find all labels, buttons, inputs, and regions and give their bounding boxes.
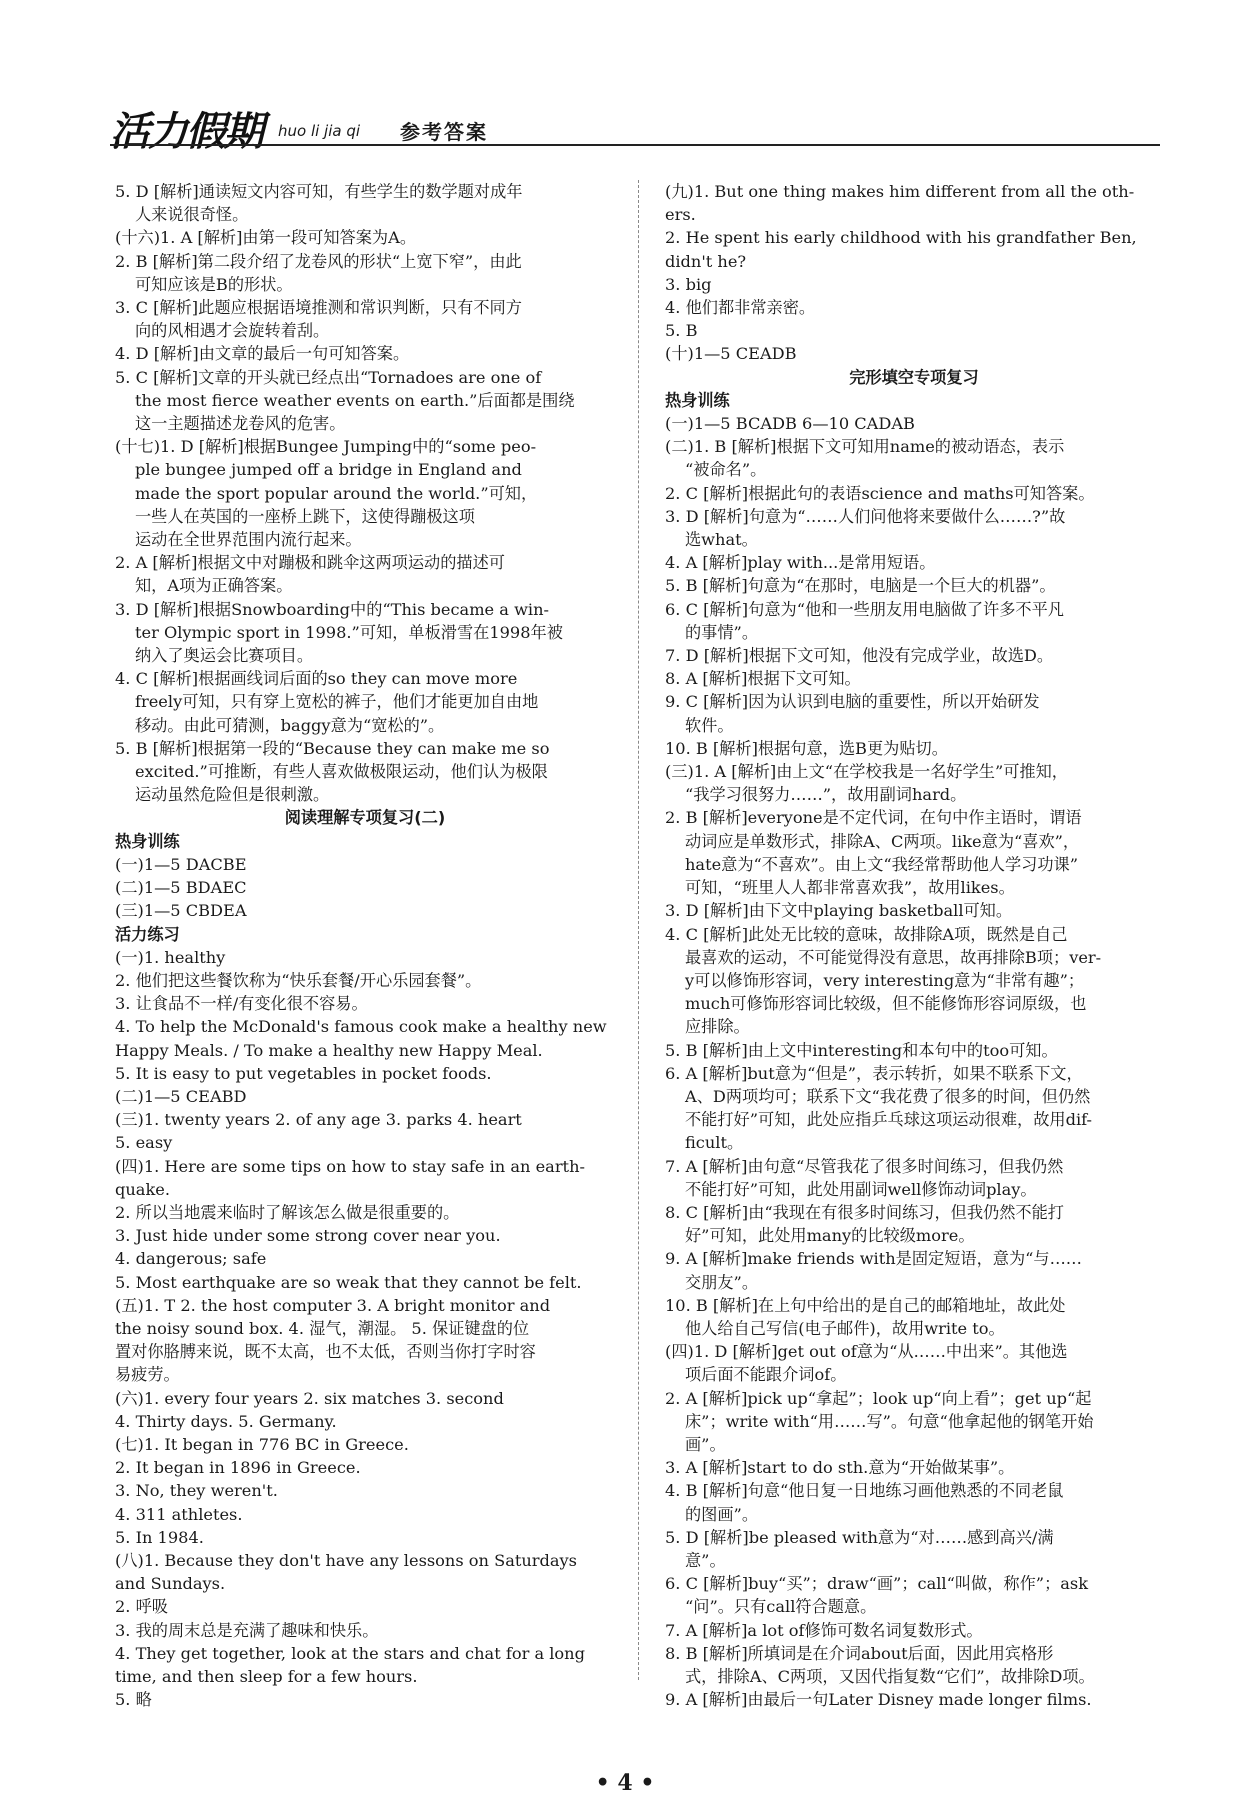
answer-line: 5. D [解析]通读短文内容可知，有些学生的数学题对成年 <box>115 182 523 201</box>
answer-line: hate意为“不喜欢”。由上文“我经常帮助他人学习功课” <box>685 854 1079 874</box>
answer-line: 不能打好”可知，此处用副词well修饰动词play。 <box>685 1179 1037 1199</box>
answer-line: 4. 311 athletes. <box>115 1504 243 1524</box>
answer-line: 6. C [解析]句意为“他和一些朋友用电脑做了许多不平凡 <box>665 599 1064 619</box>
answer-line: the noisy sound box. 4. 湿气，潮湿。 5. 保证键盘的位 <box>115 1318 530 1338</box>
answer-line: ers. <box>665 205 696 225</box>
answer-line: “我学习很努力……”，故用副词hard。 <box>685 785 967 805</box>
answer-line: 知，A项为正确答案。 <box>135 576 293 596</box>
answer-line: Happy Meals. / To make a healthy new Happy Meal. <box>115 1040 543 1060</box>
answer-line: 式，排除A、C两项，又因代指复数“它们”，故排除D项。 <box>685 1667 1095 1686</box>
answer-line: 6. C [解析]buy“买”；draw“画”；call“叫做，称作”；ask <box>665 1574 1089 1594</box>
answer-line: (八)1. Because they don't have any lessons on Saturdays <box>115 1550 577 1570</box>
answer-line: 2. It began in 1896 in Greece. <box>115 1458 361 1478</box>
answer-line: freely可知，只有穿上宽松的裤子，他们才能更加自由地 <box>135 692 539 712</box>
answer-line: 4. They get together, look at the stars and chat for a long <box>115 1643 585 1663</box>
answer-line: 3. Just hide under some strong cover near you. <box>115 1226 501 1246</box>
answer-line: (四)1. D [解析]get out of意为“从……中出来”。其他选 <box>665 1342 1068 1362</box>
right-column <box>665 180 1163 1711</box>
answer-line: “被命名”。 <box>685 460 767 480</box>
section-heading: 完形填空专项复习 <box>849 367 979 387</box>
answer-line: 4. 他们都非常亲密。 <box>665 298 816 318</box>
answer-line: 运动虽然危险但是很刺激。 <box>135 785 330 805</box>
answer-line: (三)1—5 CBDEA <box>115 901 247 921</box>
answer-line: the most fierce weather events on earth.”后面都是围绕 <box>135 390 575 410</box>
answer-line: 画”。 <box>685 1434 726 1454</box>
answer-line: y可以修饰形容词，very interesting意为“非常有趣”； <box>685 970 1085 990</box>
answer-line: 3. 我的周末总是充满了趣味和快乐。 <box>115 1620 379 1640</box>
answer-line: 2. A [解析]pick up“拿起”；look up“向上看”；get up“起 <box>665 1388 1092 1408</box>
answer-line: 4. dangerous; safe <box>115 1249 267 1269</box>
answer-line: 7. A [解析]由句意“尽管我花了很多时间练习，但我仍然 <box>665 1156 1064 1176</box>
answer-line: 3. big <box>665 274 712 294</box>
answer-line: 9. A [解析]make friends with是固定短语，意为“与…… <box>665 1249 1082 1269</box>
answer-line: 10. B [解析]在上句中给出的是自己的邮箱地址，故此处 <box>665 1295 1066 1315</box>
answer-line: 2. A [解析]根据文中对蹦极和跳伞这两项运动的描述可 <box>115 553 505 573</box>
answer-line: 10. B [解析]根据句意，选B更为贴切。 <box>665 738 948 758</box>
answer-line: 人来说很奇怪。 <box>135 205 249 225</box>
answer-line: (七)1. It began in 776 BC in Greece. <box>115 1434 409 1454</box>
left-column <box>115 180 615 1711</box>
answer-line: 移动。由此可猜测，baggy意为“宽松的”。 <box>135 715 445 735</box>
answer-line: ple bungee jumped off a bridge in England and <box>135 460 522 480</box>
page-header <box>110 100 1160 155</box>
answer-line: 5. C [解析]文章的开头就已经点出“Tornadoes are one of <box>115 367 542 387</box>
answer-line: time, and then sleep for a few hours. <box>115 1667 418 1686</box>
answer-line: 5. B [解析]由上文中interesting和本句中的too可知。 <box>665 1040 1058 1060</box>
answer-line: 2. 他们把这些餐饮称为“快乐套餐/开心乐园套餐”。 <box>115 970 482 990</box>
answer-line: 易疲劳。 <box>115 1365 180 1385</box>
brand-pinyin: huo li jia qi <box>278 122 361 140</box>
answer-line: (十)1—5 CEADB <box>665 344 797 364</box>
answer-line: 这一主题描述龙卷风的危害。 <box>135 414 346 434</box>
answer-line: 4. B [解析]句意“他日复一日地练习画他熟悉的不同老鼠 <box>665 1481 1064 1501</box>
answer-line: 好”可知，此处用many的比较级more。 <box>685 1226 975 1246</box>
answer-line: 2. 所以当地震来临时了解该怎么做是很重要的。 <box>115 1202 460 1222</box>
section-heading: 热身训练 <box>665 390 730 410</box>
answer-line: (四)1. Here are some tips on how to stay safe in an earth- <box>115 1156 585 1176</box>
answer-line: 5. It is easy to put vegetables in pocket foods. <box>115 1063 492 1083</box>
answer-line: excited.”可推断，有些人喜欢做极限运动，他们认为极限 <box>135 762 548 782</box>
answer-line: 6. A [解析]but意为“但是”，表示转折，如果不联系下文， <box>665 1063 1083 1083</box>
answer-line: 一些人在英国的一座桥上跳下，这使得蹦极这项 <box>135 506 475 526</box>
answer-line: 项后面不能跟介词of。 <box>685 1365 847 1385</box>
answer-line: 9. A [解析]由最后一句Later Disney made longer films. <box>665 1690 1092 1710</box>
answer-line: (二)1—5 CEABD <box>115 1086 247 1106</box>
answer-line: 9. C [解析]因为认识到电脑的重要性，所以开始研发 <box>665 692 1040 712</box>
answer-line: much可修饰形容词比较级，但不能修饰形容词原级，也 <box>685 994 1087 1014</box>
answer-line: 4. To help the McDonald's famous cook make a healthy new <box>115 1017 607 1037</box>
answer-line: 3. No, they weren't. <box>115 1481 278 1501</box>
page-number: • 4 • <box>595 1770 655 1796</box>
answer-line: (二)1. B [解析]根据下文可知用name的被动语态，表示 <box>665 437 1065 457</box>
answer-line: (三)1. A [解析]由上文“在学校我是一名好学生”可推知， <box>665 762 1068 782</box>
answer-line: 4. C [解析]此处无比较的意味，故排除A项，既然是自己 <box>665 924 1068 944</box>
answer-line: 5. Most earthquake are so weak that they cannot be felt. <box>115 1272 582 1292</box>
answer-line: (十六)1. A [解析]由第一段可知答案为A。 <box>115 228 417 248</box>
answer-line: 5. D [解析]be pleased with意为“对……感到高兴/满 <box>665 1527 1054 1547</box>
answer-line: 3. A [解析]start to do sth.意为“开始做某事”。 <box>665 1458 1015 1478</box>
answer-line: 5. easy <box>115 1133 173 1153</box>
answer-line: 可知应该是B的形状。 <box>135 274 293 294</box>
answer-line: 动词应是单数形式，排除A、C两项。like意为“喜欢”， <box>685 831 1080 851</box>
answer-line: 3. 让食品不一样/有变化很不容易。 <box>115 994 368 1014</box>
answer-line: “问”。只有call符合题意。 <box>685 1597 877 1617</box>
answer-line: 3. C [解析]此题应根据语境推测和常识判断，只有不同方 <box>115 298 522 318</box>
answer-line: 4. Thirty days. 5. Germany. <box>115 1411 337 1431</box>
answer-line: 床”；write with“用……写”。句意“他拿起他的钢笔开始 <box>685 1411 1094 1431</box>
answer-line: 2. 呼吸 <box>115 1597 168 1617</box>
answer-line: 的图画”。 <box>685 1504 759 1524</box>
answer-line: 5. In 1984. <box>115 1527 204 1547</box>
answer-line: 交朋友”。 <box>685 1272 759 1292</box>
brand-logo: 活力假期 <box>110 109 262 155</box>
answer-line: 4. D [解析]由文章的最后一句可知答案。 <box>115 344 410 364</box>
answer-line: (一)1—5 BCADB 6—10 CADAB <box>665 414 915 434</box>
answer-line: (六)1. every four years 2. six matches 3. second <box>115 1388 504 1408</box>
section-heading: 热身训练 <box>115 831 180 851</box>
answer-line: made the sport popular around the world.”可知， <box>135 483 538 503</box>
answer-line: 7. D [解析]根据下文可知，他没有完成学业，故选D。 <box>665 646 1054 666</box>
answer-line: 3. D [解析]根据Snowboarding中的“This became a win- <box>115 599 549 619</box>
answer-line: ter Olympic sport in 1998.”可知，单板滑雪在1998年被 <box>135 622 563 642</box>
answer-line: 置对你胳膊来说，既不太高，也不太低，否则当你打字时容 <box>115 1342 536 1362</box>
answer-line: 2. He spent his early childhood with his grandfather Ben, <box>665 228 1137 248</box>
answer-line: 2. B [解析]第二段介绍了龙卷风的形状“上宽下窄”，由此 <box>115 251 522 271</box>
answer-line: 4. A [解析]play with...是常用短语。 <box>665 553 936 573</box>
answer-line: 8. A [解析]根据下文可知。 <box>665 669 861 689</box>
answer-line: 2. C [解析]根据此句的表语science and maths可知答案。 <box>665 483 1095 503</box>
section-heading: 活力练习 <box>115 924 180 944</box>
answer-line: 4. C [解析]根据画线词后面的so they can move more <box>115 669 518 689</box>
answer-line: 5. B [解析]句意为“在那时，电脑是一个巨大的机器”。 <box>665 576 1056 596</box>
answer-line: and Sundays. <box>115 1574 226 1594</box>
answer-line: 3. D [解析]句意为“……人们问他将来要做什么……?”故 <box>665 506 1066 526</box>
answer-line: (十七)1. D [解析]根据Bungee Jumping中的“some peo- <box>115 437 537 457</box>
header-rule <box>110 144 1160 146</box>
answer-line: 纳入了奥运会比赛项目。 <box>135 646 314 666</box>
answer-line: A、D两项均可；联系下文“我花费了很多的时间，但仍然 <box>685 1086 1091 1106</box>
column-divider <box>638 180 639 1680</box>
answer-line: 他人给自己写信(电子邮件)，故用write to。 <box>685 1318 1005 1338</box>
answer-line: 3. D [解析]由下文中playing basketball可知。 <box>665 901 1013 921</box>
answer-line: 8. C [解析]由“我现在有很多时间练习，但我仍然不能打 <box>665 1202 1064 1222</box>
answer-line: 软件。 <box>685 715 734 735</box>
answer-line: 5. 略 <box>115 1690 152 1710</box>
answer-line: 运动在全世界范围内流行起来。 <box>135 530 362 550</box>
answer-line: 2. B [解析]everyone是不定代词，在句中作主语时，谓语 <box>665 808 1082 828</box>
answer-line: (九)1. But one thing makes him different from all the oth- <box>665 182 1135 201</box>
answer-line: 7. A [解析]a lot of修饰可数名词复数形式。 <box>665 1620 983 1640</box>
answer-line: 不能打好”可知，此处应指乒乓球这项运动很难，故用dif- <box>685 1110 1093 1130</box>
answer-line: (三)1. twenty years 2. of any age 3. parks 4. heart <box>115 1110 522 1130</box>
section-title: 参考答案 <box>400 120 488 144</box>
answer-line: 5. B <box>665 321 698 341</box>
answer-line: 选what。 <box>685 530 758 550</box>
answer-line: 可知，“班里人人都非常喜欢我”，故用likes。 <box>685 878 1015 898</box>
answer-line: 8. B [解析]所填词是在介词about后面，因此用宾格形 <box>665 1643 1054 1663</box>
answer-line: ficult。 <box>685 1133 744 1153</box>
answer-line: 意”。 <box>685 1550 726 1570</box>
answer-line: 应排除。 <box>685 1017 750 1037</box>
answer-line: quake. <box>115 1179 170 1199</box>
answer-line: (二)1—5 BDAEC <box>115 878 247 898</box>
answer-line: 向的风相遇才会旋转着刮。 <box>135 321 330 341</box>
answer-line: 最喜欢的运动，不可能觉得没有意思，故再排除B项；ver- <box>685 947 1102 967</box>
section-heading: 阅读理解专项复习(二) <box>284 808 446 828</box>
answer-line: didn't he? <box>665 251 747 271</box>
answer-line: 的事情”。 <box>685 622 759 642</box>
answer-line: (一)1—5 DACBE <box>115 854 247 874</box>
answer-line: 5. B [解析]根据第一段的“Because they can make me so <box>115 738 550 758</box>
answer-line: (一)1. healthy <box>115 947 226 967</box>
answer-line: (五)1. T 2. the host computer 3. A bright monitor and <box>115 1295 551 1315</box>
